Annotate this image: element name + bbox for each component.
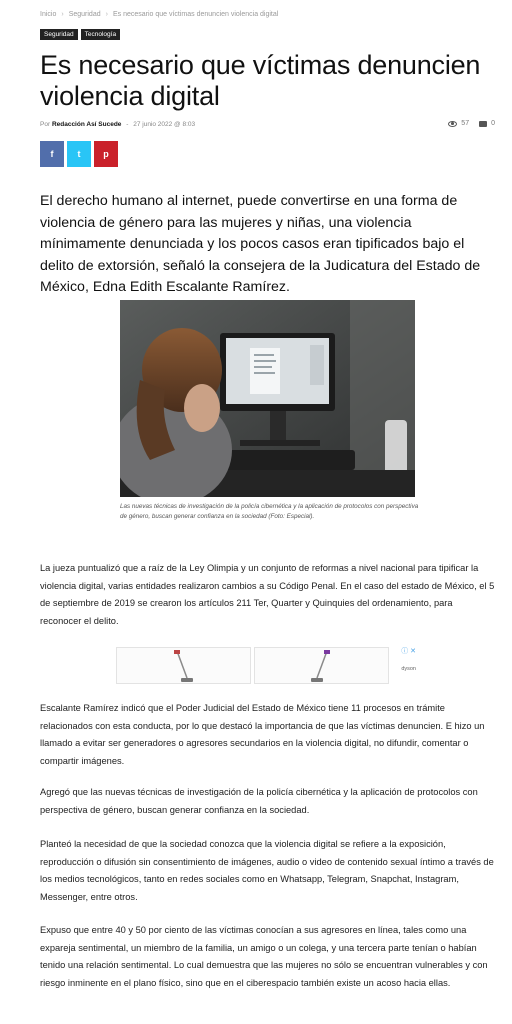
vacuum-image (117, 648, 252, 685)
ad-brand-logo: dyson (401, 666, 416, 672)
article-photo (120, 300, 415, 497)
ad-product-image[interactable] (254, 647, 389, 684)
ad-info-close-icon[interactable]: ⓘ ✕ (401, 648, 416, 655)
comments-stat[interactable] (479, 120, 495, 127)
breadcrumb-category[interactable]: Seguridad (68, 11, 101, 18)
share-buttons (40, 141, 118, 167)
views-count: 57 (461, 120, 470, 127)
views-stat (448, 120, 469, 127)
vacuum-image (255, 648, 390, 685)
breadcrumb (40, 11, 278, 18)
ad-product-image[interactable] (116, 647, 251, 684)
category-tags (40, 29, 120, 40)
eye-icon (448, 121, 457, 127)
article-paragraph: Expuso que entre 40 y 50 por ciento de las víctimas conocían a sus agresores en línea, tales como una expareja sentimental, un miembro de la familia, un amigo o un colega, y una tercera parte tenían o habían tenido una relación sentimental. Lo cual demuestra que las mujeres no sólo se encuentran vulnerables y con riesgo inminente en el plano físico, sino que en el ciberespacio también existe un acoso hacia ellas. (40, 925, 488, 988)
woman-at-computer-image (120, 300, 415, 497)
breadcrumb-separator-icon: › (105, 11, 108, 18)
article-stats (448, 120, 495, 127)
author-link[interactable]: Redacción Así Sucede (51, 121, 122, 128)
category-tag-seguridad[interactable]: Seguridad (40, 29, 78, 40)
facebook-share-button[interactable]: f (40, 141, 64, 167)
article-paragraph: Planteó la necesidad de que la sociedad conozca que la violencia digital se refiere a la exposición, reproducción o difusión sin consentimiento de imágenes, audio o video de contenido sexual íntimo a través de los medios tecnológicos, tanto en redes sociales como en Whatsapp, Telegram, Snapchat, Instagram, Messenger, entre otros. (40, 839, 494, 902)
breadcrumb-home[interactable]: Inicio (40, 11, 57, 18)
breadcrumb-current[interactable]: Es necesario que víctimas denuncien violencia digital (112, 11, 279, 18)
article-paragraph: Escalante Ramírez indicó que el Poder Judicial del Estado de México tiene 11 procesos en trámite relacionados con esta conducta, por lo que destacó la importancia de que las víctimas denuncien. E hizo un llamado a evitar ser generadores o agresores secundarios en la violencia digital, no difundir, comentar o compartir imágenes. (40, 703, 485, 766)
comments-count: 0 (491, 120, 495, 127)
advertisement[interactable] (116, 646, 420, 686)
category-tag-tecnologia[interactable]: Tecnología (81, 29, 120, 40)
twitter-share-button[interactable]: t (67, 141, 91, 167)
photo-caption: Las nuevas técnicas de investigación de la policía cibernética y la aplicación de protocolos con perspectiva de género, buscan generar confianza en la sociedad (Foto: Especial). (120, 503, 419, 520)
author-prefix: Por (40, 121, 51, 128)
article-paragraph: Agregó que las nuevas técnicas de investigación de la policía cibernética y la aplicación de protocolos con perspectiva de género, buscan generar confianza en la sociedad. (40, 787, 478, 815)
meta-separator: - (126, 121, 129, 128)
breadcrumb-separator-icon: › (61, 11, 64, 18)
article-title: Es necesario que víctimas denuncien violencia digital (40, 50, 481, 111)
article-lead: El derecho humano al internet, puede convertirse en una forma de violencia de género para las mujeres y niñas, una violencia mínimamente denunciada y los pocos casos eran tipificados bajo el delito de extorsión, señaló la consejera de la Judicatura del Estado de México, Edna Edith Escalante Ramírez. (40, 193, 481, 295)
pinterest-share-button[interactable]: p (94, 141, 118, 167)
article-paragraph: La jueza puntualizó que a raíz de la Ley Olimpia y un conjunto de reformas a nivel nacional para tipificar la violencia digital, varias entidades realizaron cambios a su Código Penal. En el caso del estado de México, el 5 de septiembre de 2019 se crearon los artículos 211 Ter, Quarter y Quinquies del ordenamiento, para reconocer el delito. (40, 563, 495, 626)
article-meta (40, 121, 195, 128)
comment-icon (479, 121, 487, 127)
publish-date: 27 junio 2022 @ 8:03 (133, 121, 196, 128)
